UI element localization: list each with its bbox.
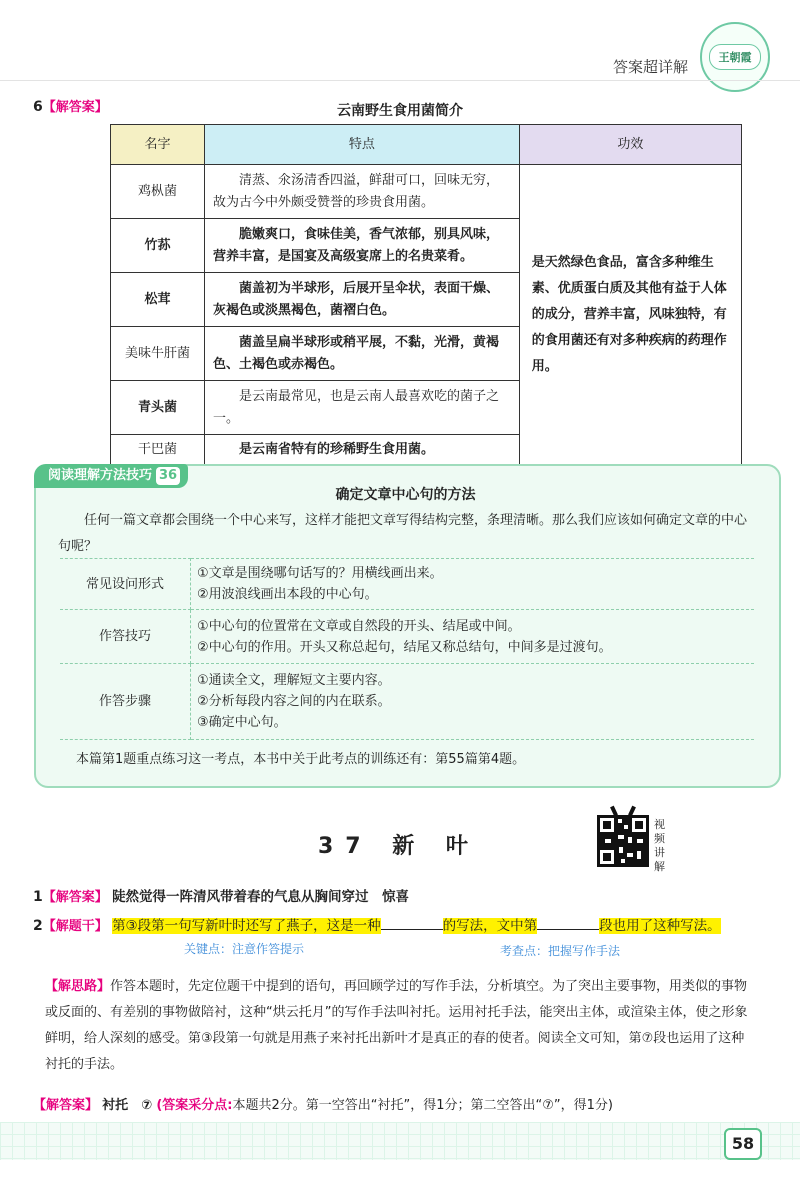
method-line: ①文章是围绕哪句话写的？用横线画出来。 [197, 566, 443, 581]
method-row [60, 610, 754, 664]
mushroom-name: 竹荪 [111, 219, 205, 273]
mushroom-name: 鸡枞菌 [111, 165, 205, 219]
header-divider [0, 80, 800, 81]
method-row-content [191, 559, 755, 610]
a2-text-1: 第③段第一句写新叶时还写了燕子，这是一种 [112, 918, 381, 934]
q6-number: 6 [33, 99, 43, 115]
mushroom-feature: 清蒸、氽汤清香四溢，鲜甜可口，回味无穷，故为古今中外颇受赞誉的珍贵食用菌。 [204, 165, 519, 219]
lesson-title: 37 新 叶 [318, 834, 480, 859]
method-row-label: 常见设问形式 [60, 559, 191, 610]
hint-test-point: 考查点：把握写作手法 [500, 944, 621, 958]
mushroom-name: 美味牛肝菌 [111, 327, 205, 381]
a3-answer: 衬托 ⑦ [102, 1098, 153, 1113]
logo-text: 王朝霞 [709, 44, 761, 70]
a2-text-2: 的写法，文中第 [442, 918, 538, 934]
mushroom-feature: 脆嫩爽口，食味佳美，香气浓郁，别具风味，营养丰富，是国宴及高级宴席上的名贵菜肴。 [204, 219, 519, 273]
a1-number: 1 [33, 889, 43, 905]
method-tag-label: 阅读理解方法技巧 [48, 468, 153, 483]
mushroom-feature: 菌盖呈扁半球形或稍平展，不黏，光滑，黄褐色、土褐色或赤褐色。 [204, 327, 519, 381]
mushroom-table [110, 124, 742, 466]
mushroom-feature: 菌盖初为半球形，后展开呈伞状，表面干燥、灰褐色或淡黑褐色，菌褶白色。 [204, 273, 519, 327]
mushroom-name: 干巴菌 [111, 435, 205, 466]
method-table [60, 558, 754, 740]
qr-pattern [597, 815, 649, 867]
score-tag: (答案采分点: [156, 1098, 233, 1113]
answer-2 [33, 914, 721, 934]
mushroom-feature: 是云南最常见，也是云南人最喜欢吃的菌子之一。 [204, 381, 519, 435]
think-paragraph [45, 974, 755, 1078]
method-tag-number: 36 [156, 467, 180, 485]
method-line: ③确定中心句。 [197, 715, 287, 730]
method-line: ②用波浪线画出本段的中心句。 [197, 587, 378, 602]
hint-key-point: 关键点：注意作答提示 [184, 942, 305, 956]
score-text: 本题共2分。第一空答出“衬托”，得1分；第二空答出“⑦”，得1分) [232, 1098, 613, 1113]
method-row-content [191, 664, 755, 740]
footer-grid [0, 1122, 800, 1160]
blank-1 [381, 915, 443, 930]
q6-tag: 【解答案】 [42, 100, 108, 115]
method-row-content [191, 610, 755, 664]
method-title: 确定文章中心句的方法 [335, 487, 476, 503]
col-header-name: 名字 [111, 125, 205, 165]
mushroom-name: 松茸 [111, 273, 205, 327]
method-line: ②中心句的作用。开头又称总起句，结尾又称总结句，中间多是过渡句。 [197, 639, 612, 655]
mushroom-table-title: 云南野生食用菌简介 [337, 103, 463, 119]
qr-code[interactable] [597, 815, 649, 867]
qr-label: 视频讲解 [654, 818, 665, 873]
col-header-feature: 特点 [204, 125, 519, 165]
a1-text: 陡然觉得一阵清风带着春的气息从胸间穿过 惊喜 [112, 889, 410, 905]
method-line: ①通读全文，理解短文主要内容。 [197, 673, 391, 688]
method-row [60, 559, 754, 610]
a3-tag: 【解答案】 [33, 1098, 99, 1113]
header-label: 答案超详解 [612, 58, 688, 76]
method-row-label: 作答步骤 [60, 664, 191, 740]
method-line: ①中心句的位置常在文章或自然段的开头、结尾或中间。 [197, 618, 521, 634]
answer-final [33, 1094, 613, 1113]
method-row [60, 664, 754, 740]
mushroom-feature: 是云南省特有的珍稀野生食用菌。 [204, 435, 519, 466]
method-note: 本篇第1题重点练习这一考点，本书中关于此考点的训练还有：第55篇第4题。 [76, 752, 526, 767]
mushroom-name: 青头菌 [111, 381, 205, 435]
method-row-label: 作答技巧 [60, 610, 191, 664]
answer-1 [33, 885, 409, 905]
table-row [111, 165, 742, 219]
think-text: 作答本题时，先定位题干中提到的语句，再回顾学过的写作手法，分析填空。为了突出主要事物，用类似的事物或反面的、有差别的事物做陪衬，这种“烘云托月”的写作手法叫衬托。运用衬托手法，能突出主体，或渲染主体，使之形象鲜明，给人深刻的感受。第③段第一句就是用燕子来衬托出新叶才是真正的春的使者。阅读全文可知，第⑦段也运用了这种衬托的手法。 [45, 979, 748, 1072]
method-intro: 任何一篇文章都会围绕一个中心来写，这样才能把文章写得结构完整，条理清晰。那么我们应该如何确定文章的中心句呢？ [58, 513, 748, 554]
page-number: 58 [724, 1128, 762, 1160]
think-tag: 【解思路】 [45, 979, 111, 994]
brand-logo [700, 22, 770, 92]
col-header-effect: 功效 [519, 125, 741, 165]
method-line: ②分析每段内容之间的内在联系。 [197, 694, 391, 709]
a2-tag: 【解题干】 [42, 919, 108, 934]
a2-number: 2 [33, 918, 43, 934]
a1-tag: 【解答案】 [42, 890, 108, 905]
mushroom-effect: 是天然绿色食品，富含多种维生素、优质蛋白质及其他有益于人体的成分，营养丰富，风味独特，有的食用菌还有对多种疾病的药理作用。 [519, 165, 741, 466]
a2-text-3: 段也用了这种写法。 [599, 918, 721, 934]
blank-2 [537, 915, 599, 930]
